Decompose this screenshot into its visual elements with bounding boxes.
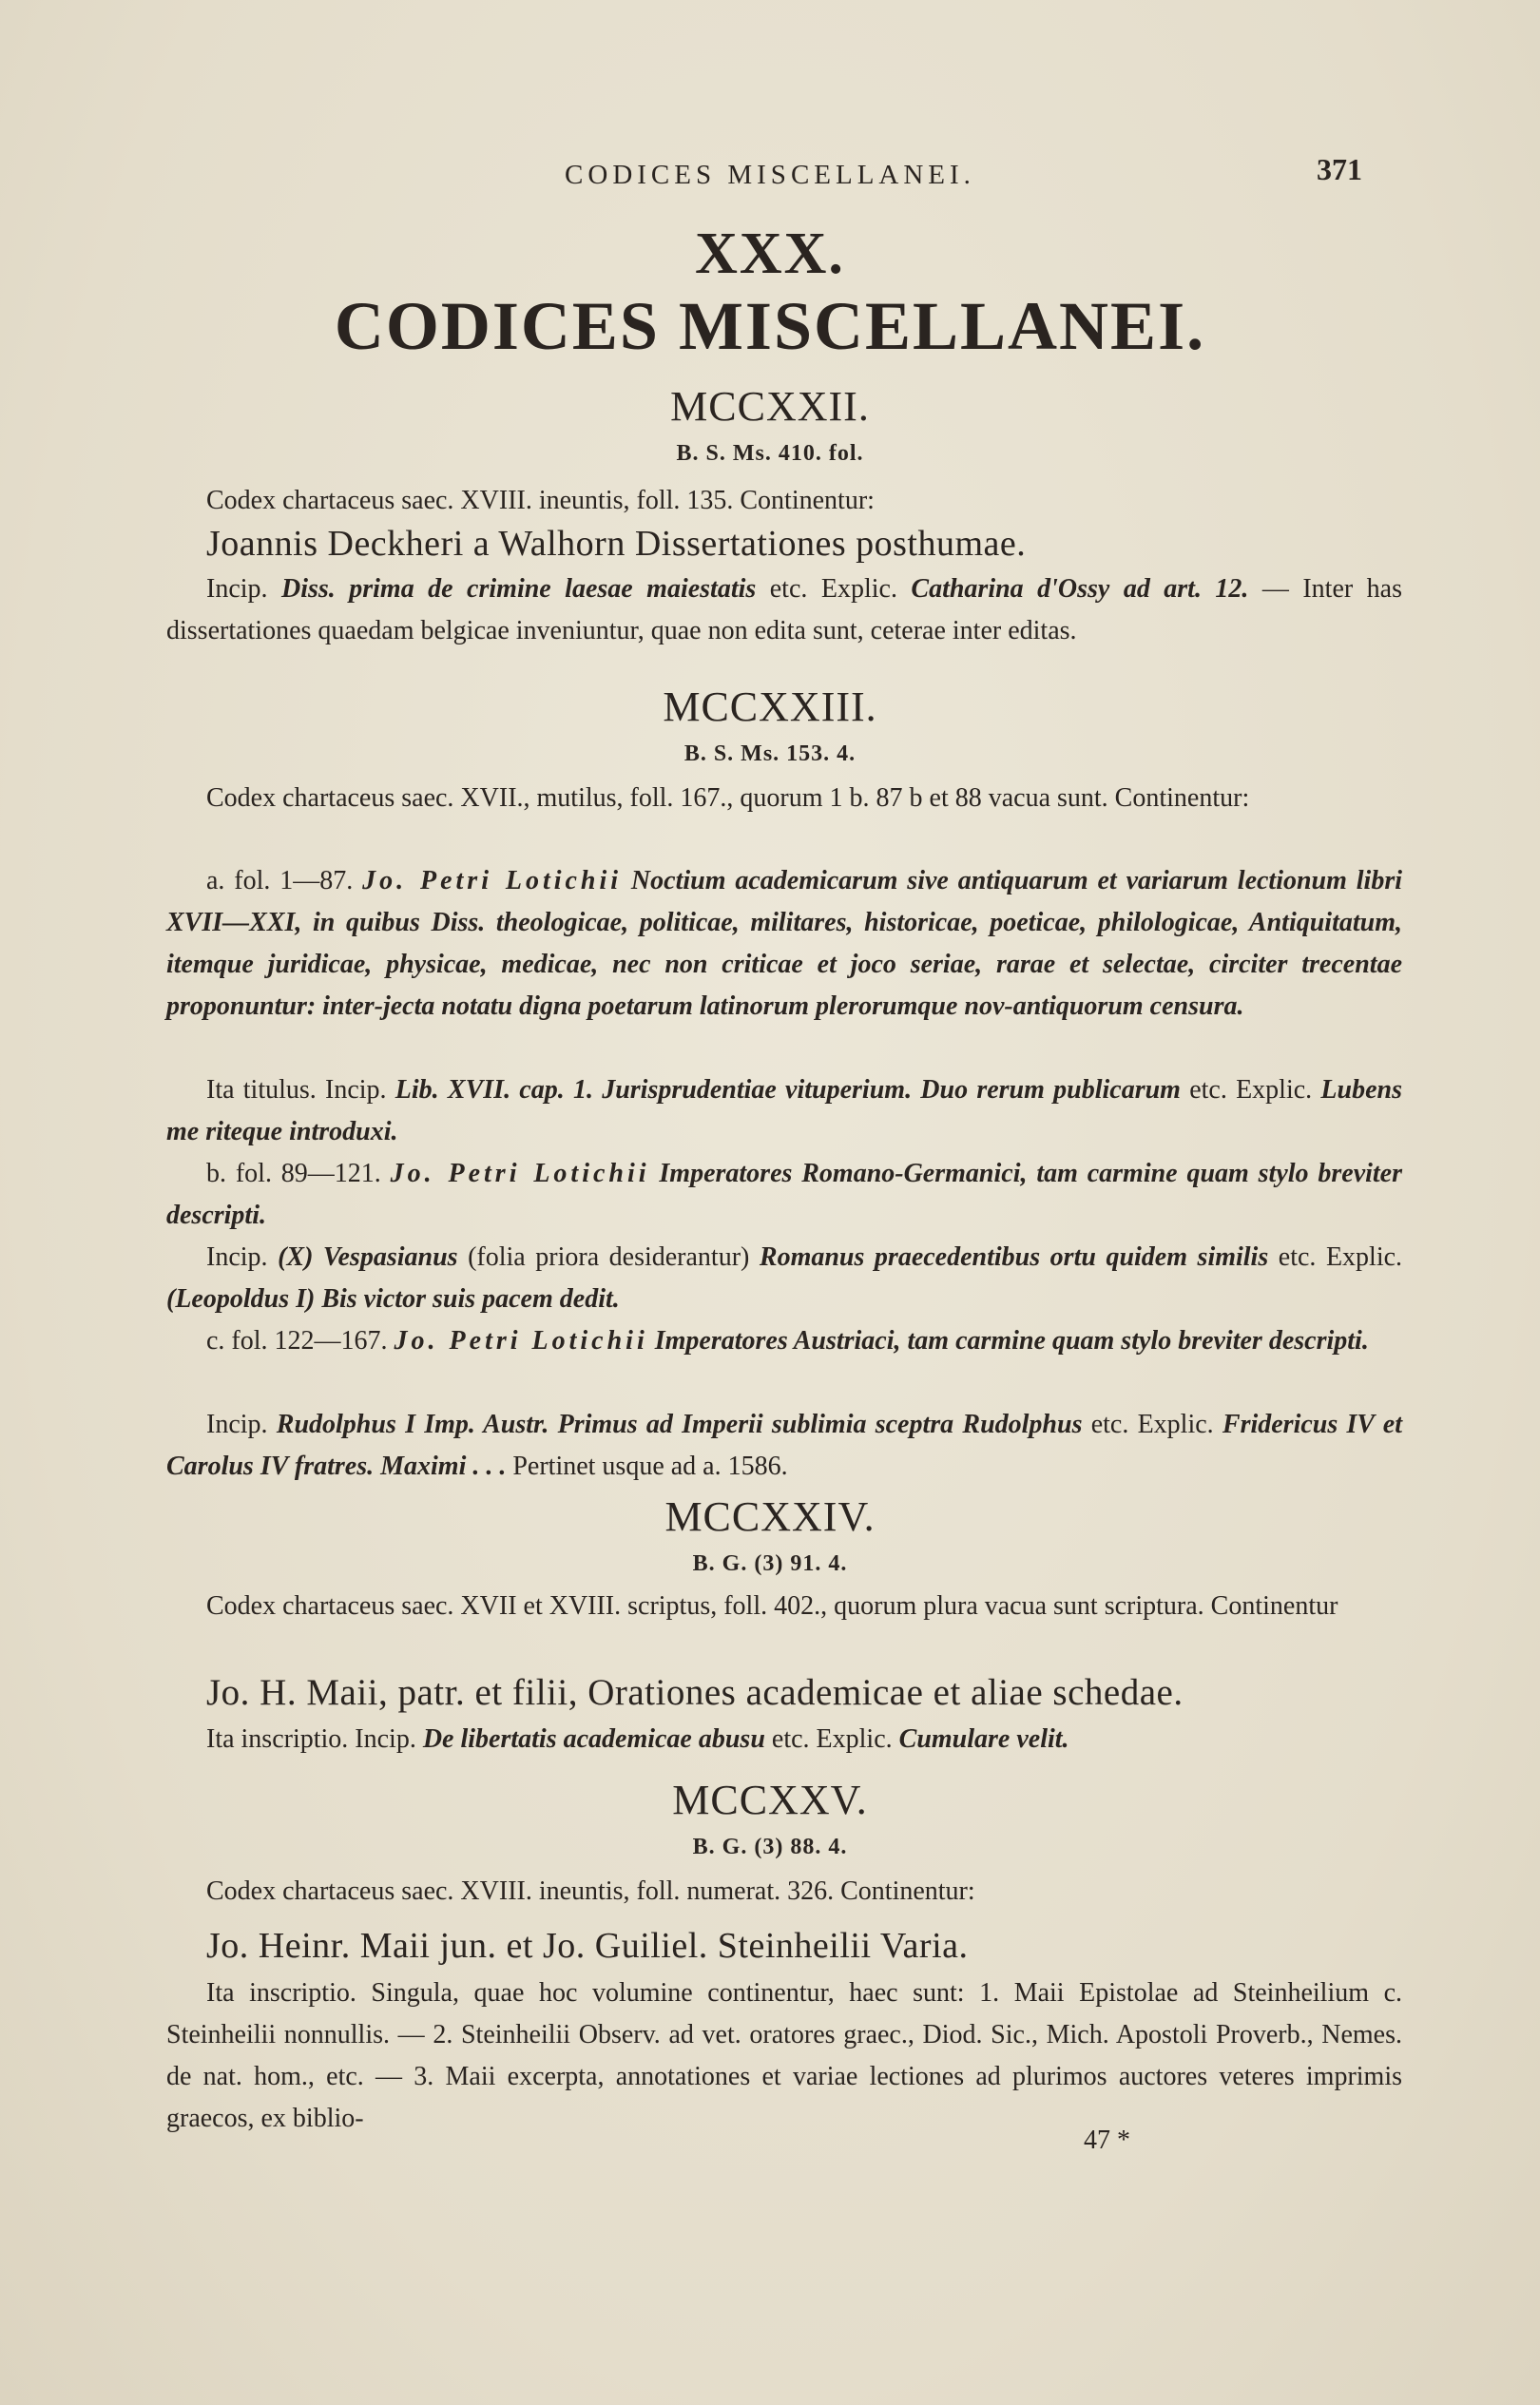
page-number: 371 xyxy=(1317,152,1362,186)
running-head: CODICES MISCELLANEI. xyxy=(565,160,975,190)
shelfmark: B. S. Ms. 153. 4. xyxy=(683,741,857,766)
codex-incipit: Ita inscriptio. Incip. De libertatis academicae abusu etc. Explic. Cumulare velit. xyxy=(206,1724,1069,1754)
shelfmark: B. S. Ms. 410. fol. xyxy=(676,441,864,466)
codex-number: MCCXXII. xyxy=(670,383,870,430)
codex-number: MCCXXIII. xyxy=(663,683,877,730)
codex-body: Ita inscriptio. Singula, quae hoc volumine continentur, haec sunt: 1. Maii Epistolae ad Steinheilium c. Steinheilii nonnullis. — 2. Steinheilii Observ. ad vet. oratores graec., Diod. Sic., Mich. Apostoli Proverb., Nemes. de nat. hom., etc. — 3. Maii excerpta, annotationes et variae lectiones ad plurimos auctores veteres imprimis graecos, ex biblio- xyxy=(166,1978,1402,2133)
codex-number: MCCXXIV. xyxy=(664,1493,876,1540)
codex-number: MCCXXV. xyxy=(672,1777,868,1823)
codex-description: Codex chartaceus saec. XVIII. ineuntis, foll. 135. Continentur: xyxy=(206,486,875,515)
codex-incipit: Incip. Diss. prima de crimine laesae maiestatis etc. Explic. Catharina d'Ossy ad art. 12. — Inter has dissertationes quaedam belgicae inveniuntur, quae non edita sunt, ceterae inter editas. xyxy=(166,574,1402,645)
codex-title: Joannis Deckheri a Walhorn Dissertationes posthumae. xyxy=(206,524,1027,564)
codex-part-b-incipit: Incip. (X) Vespasianus (folia priora desiderantur) Romanus praecedentibus ortu quidem similis etc. Explic. (Leopoldus I) Bis victor suis pacem dedit. xyxy=(166,1242,1403,1314)
shelfmark: B. G. (3) 91. 4. xyxy=(692,1551,848,1576)
signature-mark: 47 * xyxy=(1084,2126,1130,2155)
codex-description: Codex chartaceus saec. XVIII. ineuntis, foll. numerat. 326. Continentur: xyxy=(206,1876,975,1906)
codex-part-a-incipit: Ita titulus. Incip. Lib. XVII. cap. 1. Jurisprudentiae vituperium. Duo rerum publicarum etc. Explic. Lubens me riteque introduxi. xyxy=(166,1075,1402,1146)
codex-title: Jo. Heinr. Maii jun. et Jo. Guiliel. Steinheilii Varia. xyxy=(206,1926,969,1966)
codex-part-a: a. fol. 1—87. Jo. Petri Lotichii Noctium academicarum sive antiquarum et variarum lectionum libri XVII—XXI, in quibus Diss. theologicae, politicae, militares, historicae, poeticae, philologicae, Antiquitatum, itemque juridicae, physicae, medicae, nec non criticae et joco seriae, rarae et selectae, circiter trecentae proponuntur: inter-jecta notatu digna poetarum latinorum plerorumque nov-antiquorum censura. xyxy=(166,866,1402,1021)
section-number: XXX. xyxy=(695,221,845,286)
shelfmark: B. G. (3) 88. 4. xyxy=(692,1835,848,1859)
codex-part-c: c. fol. 122—167. Jo. Petri Lotichii Imperatores Austriaci, tam carmine quam stylo breviter descripti. xyxy=(206,1326,1369,1356)
codex-description: Codex chartaceus saec. XVII et XVIII. scriptus, foll. 402., quorum plura vacua sunt scriptura. Continentur xyxy=(206,1591,1338,1621)
codex-part-b: b. fol. 89—121. Jo. Petri Lotichii Imperatores Romano-Germanici, tam carmine quam stylo breviter descripti. xyxy=(166,1159,1402,1230)
codex-description: Codex chartaceus saec. XVII., mutilus, foll. 167., quorum 1 b. 87 b et 88 vacua sunt. Continentur: xyxy=(206,783,1250,813)
codex-part-c-incipit: Incip. Rudolphus I Imp. Austr. Primus ad Imperii sublimia sceptra Rudolphus etc. Explic. Fridericus IV et Carolus IV fratres. Maximi . . . Pertinet usque ad a. 1586. xyxy=(166,1410,1403,1481)
section-title: CODICES MISCELLANEI. xyxy=(334,288,1206,364)
codex-title: Jo. H. Maii, patr. et filii, Orationes academicae et aliae schedae. xyxy=(206,1672,1184,1713)
